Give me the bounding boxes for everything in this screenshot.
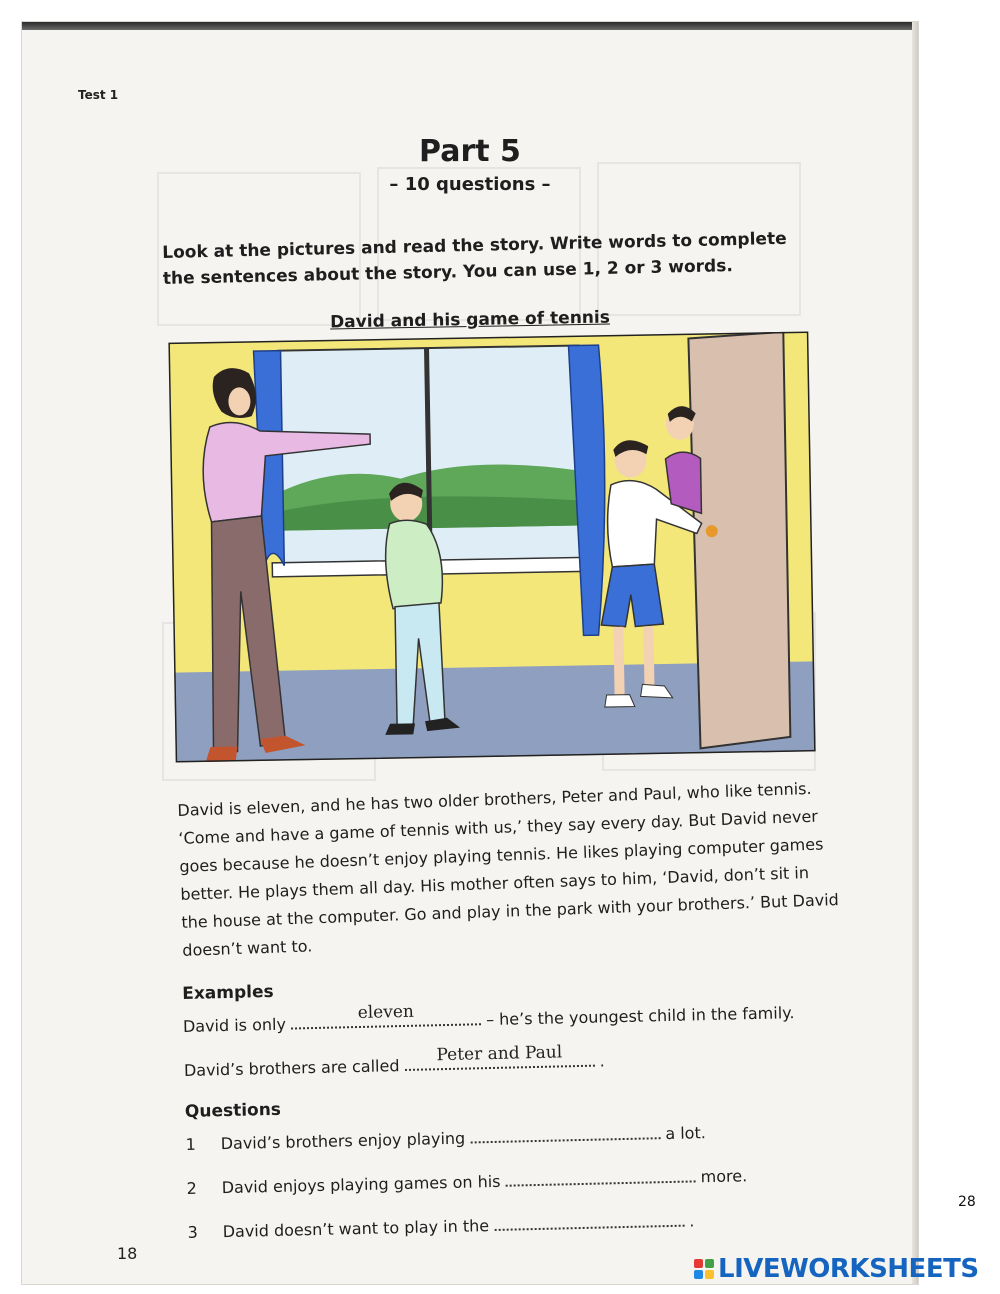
part-subtitle: – 10 questions –: [389, 174, 551, 195]
story-text: David is eleven, and he has two older brothers, Peter and Paul, who like tennis. ‘Come and have a game of tennis with us,’ they say every day. But David never goes because he doesn’t enjoy playing tennis. He likes playing computer games better. He plays them all day. His mother often says to him, ‘David, don’t sit in the house at the computer. Go and play in the park with your brothers.’ But David doesn’t want to.: [177, 778, 840, 960]
scan-top-edge: [22, 22, 918, 30]
logo-text: LIVEWORKSHEETS: [718, 1254, 979, 1284]
questions-heading: Questions: [184, 1099, 282, 1122]
answer-input-2[interactable]: [505, 1162, 695, 1186]
example-prompt: David is only: [182, 1014, 287, 1036]
question-suffix: a lot.: [665, 1123, 707, 1144]
instructions: Look at the pictures and read the story. Write words to complete the sentences about the story. You can use 1, 2 or 3 words.: [162, 228, 787, 289]
side-number: 28: [958, 1194, 976, 1210]
scan-right-edge: [912, 22, 918, 1284]
question-suffix: more.: [700, 1166, 748, 1187]
story-title: David and his game of tennis: [329, 307, 611, 333]
example-suffix: .: [599, 1051, 605, 1071]
part-title: Part 5: [419, 134, 521, 169]
question-number: 1: [185, 1134, 197, 1154]
logo-grid-icon: [694, 1259, 714, 1279]
question-prompt: David’s brothers enjoy playing: [220, 1128, 466, 1154]
door: [688, 332, 790, 749]
liveworksheets-logo: [694, 1254, 979, 1284]
scanned-page: [22, 22, 918, 1284]
examples-heading: Examples: [182, 981, 274, 1004]
test-label: Test 1: [78, 88, 119, 102]
question-prompt: David enjoys playing games on his: [221, 1171, 501, 1198]
answer-input-3[interactable]: [494, 1207, 684, 1231]
page-number: 18: [117, 1244, 138, 1263]
example-answer: Peter and Paul: [436, 1042, 563, 1066]
question-number: 2: [186, 1178, 198, 1198]
exercise-section: [182, 969, 868, 1262]
example-suffix: – he’s the youngest child in the family.: [485, 1003, 795, 1030]
question-suffix: .: [688, 1211, 695, 1231]
answer-input-1[interactable]: [470, 1119, 660, 1143]
example-answer-blank: [291, 1001, 481, 1029]
question-number: 3: [187, 1222, 199, 1242]
example-answer: eleven: [357, 1001, 415, 1024]
story-illustration: [168, 331, 815, 762]
example-prompt: David’s brothers are called: [183, 1056, 400, 1080]
example-answer-blank: [404, 1042, 594, 1071]
question-prompt: David doesn’t want to play in the: [222, 1216, 490, 1242]
